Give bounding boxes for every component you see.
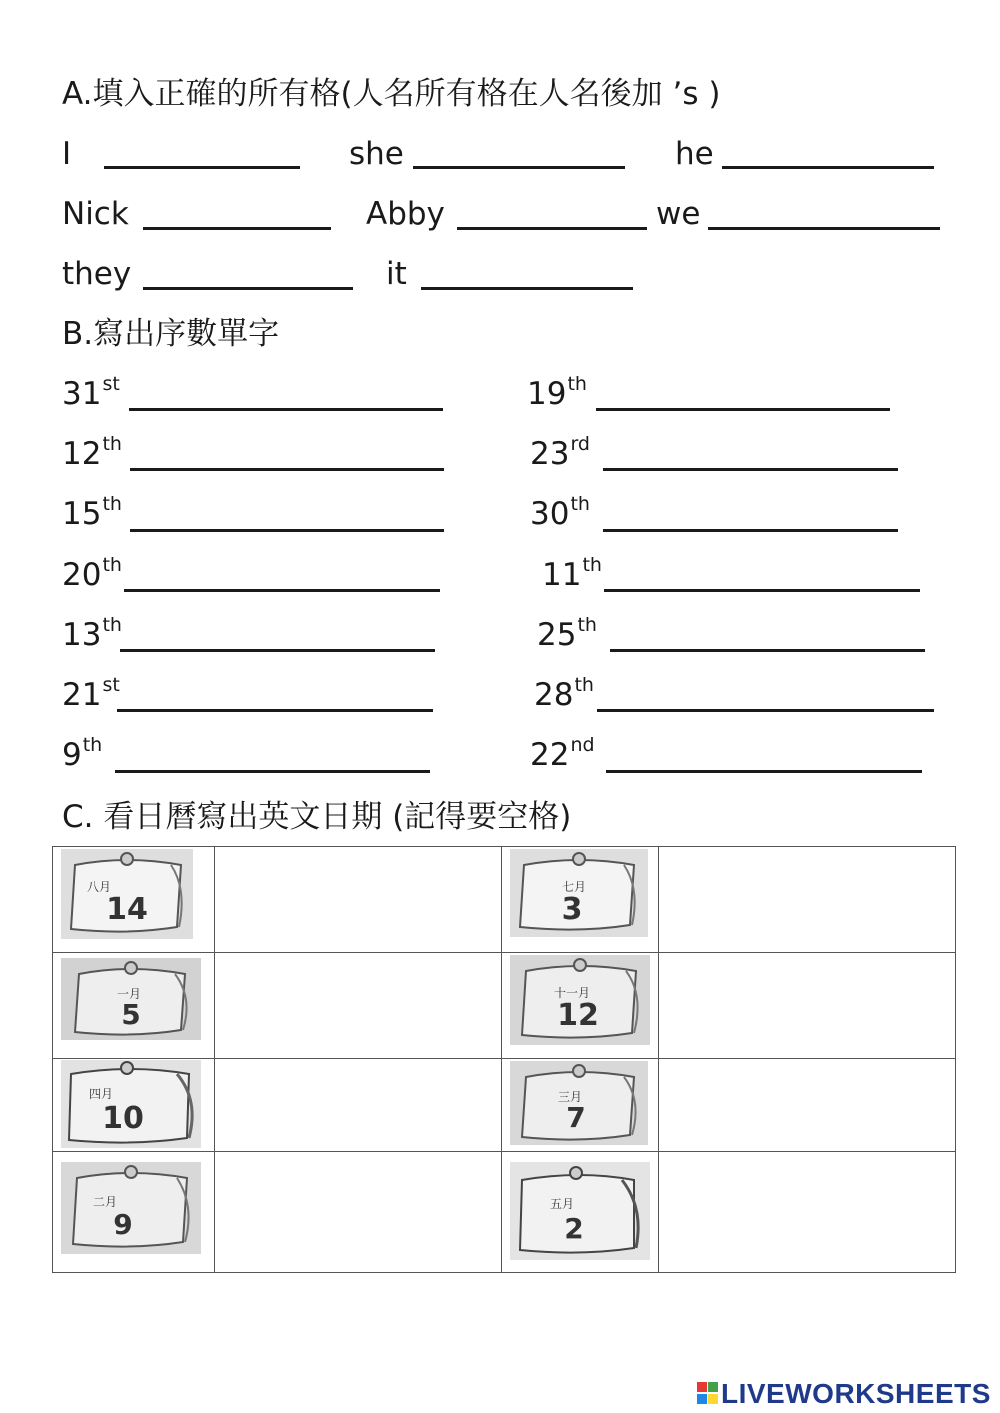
ordinal-11th: 11th — [542, 554, 602, 593]
calendar-month: 八月 — [87, 880, 112, 894]
date-answer-input[interactable] — [659, 847, 955, 873]
calendar-image — [61, 849, 193, 939]
answer-line-we[interactable] — [708, 227, 940, 230]
calendar-month: 一月 — [117, 987, 142, 1001]
answer-line-she[interactable] — [413, 166, 625, 169]
ordinal-25th: 25th — [537, 614, 597, 653]
answer-cell[interactable] — [659, 847, 956, 953]
answer-line-23rd[interactable] — [603, 468, 898, 471]
calendar-image — [510, 955, 650, 1045]
answer-line-15th[interactable] — [130, 529, 444, 532]
calendar-image — [61, 1060, 201, 1148]
answer-line-abby[interactable] — [457, 227, 647, 230]
calendar-cell — [53, 953, 215, 1059]
answer-cell[interactable] — [215, 1059, 502, 1152]
ordinal-21st: 21st — [62, 674, 120, 713]
answer-line-9th[interactable] — [115, 770, 430, 773]
section-a-heading: A.填入正確的所有格(人名所有格在人名後加 ’s ) — [62, 76, 721, 112]
calendar-table — [52, 846, 956, 1273]
calendar-day: 12 — [557, 998, 599, 1033]
answer-cell[interactable] — [215, 847, 502, 953]
date-answer-input[interactable] — [659, 1152, 955, 1178]
word-we: we — [656, 196, 701, 232]
calendar-month: 二月 — [93, 1195, 118, 1209]
ordinal-23rd: 23rd — [530, 433, 590, 472]
calendar-day: 14 — [106, 892, 148, 927]
answer-cell[interactable] — [215, 953, 502, 1059]
word-i: I — [62, 136, 72, 172]
calendar-image — [510, 849, 648, 937]
ordinal-28th: 28th — [534, 674, 594, 713]
calendar-cell — [53, 1152, 215, 1273]
answer-line-13th[interactable] — [120, 649, 435, 652]
calendar-day: 9 — [113, 1208, 133, 1241]
date-answer-input[interactable] — [215, 953, 501, 979]
answer-line-he[interactable] — [722, 166, 934, 169]
date-answer-input[interactable] — [659, 953, 955, 979]
ordinal-22nd: 22nd — [530, 734, 595, 773]
answer-line-21st[interactable] — [117, 709, 433, 712]
ordinal-13th: 13th — [62, 614, 122, 653]
answer-line-31st[interactable] — [129, 408, 443, 411]
calendar-day: 5 — [121, 998, 141, 1031]
answer-line-they[interactable] — [143, 287, 353, 290]
ordinal-20th: 20th — [62, 554, 122, 593]
calendar-image — [61, 958, 201, 1040]
answer-cell[interactable] — [659, 1059, 956, 1152]
date-answer-input[interactable] — [215, 1059, 501, 1085]
section-c-heading: C. 看日曆寫出英文日期 (記得要空格) — [62, 799, 572, 835]
answer-line-it[interactable] — [421, 287, 633, 290]
calendar-day: 7 — [566, 1101, 586, 1134]
answer-line-28th[interactable] — [597, 709, 934, 712]
answer-cell[interactable] — [659, 1152, 956, 1273]
ordinal-19th: 19th — [527, 373, 587, 412]
word-she: she — [349, 136, 404, 172]
answer-line-20th[interactable] — [124, 589, 440, 592]
word-it: it — [386, 256, 407, 292]
calendar-cell — [53, 847, 215, 953]
word-he: he — [675, 136, 714, 172]
ordinal-30th: 30th — [530, 493, 590, 532]
ordinal-12th: 12th — [62, 433, 122, 472]
ordinal-9th: 9th — [62, 734, 103, 773]
answer-line-30th[interactable] — [603, 529, 898, 532]
ordinal-15th: 15th — [62, 493, 122, 532]
answer-line-11th[interactable] — [604, 589, 920, 592]
word-they: they — [62, 256, 132, 292]
calendar-cell — [53, 1059, 215, 1152]
calendar-month: 七月 — [562, 880, 587, 894]
calendar-image — [510, 1162, 650, 1260]
calendar-month: 三月 — [558, 1090, 583, 1104]
answer-line-nick[interactable] — [143, 227, 331, 230]
answer-line-i[interactable] — [104, 166, 300, 169]
date-answer-input[interactable] — [659, 1059, 955, 1085]
calendar-image — [61, 1162, 201, 1254]
ordinal-31st: 31st — [62, 373, 120, 412]
calendar-cell — [502, 953, 659, 1059]
liveworksheets-logo — [697, 1378, 991, 1410]
calendar-day: 10 — [102, 1101, 144, 1136]
liveworksheets-logo-text: LIVEWORKSHEETS — [721, 1378, 991, 1409]
calendar-month: 五月 — [550, 1197, 575, 1211]
calendar-day: 3 — [561, 892, 583, 927]
answer-cell[interactable] — [215, 1152, 502, 1273]
date-answer-input[interactable] — [215, 847, 501, 873]
calendar-day: 2 — [564, 1212, 584, 1245]
answer-line-19th[interactable] — [596, 408, 890, 411]
calendar-cell — [502, 1152, 659, 1273]
calendar-month: 十一月 — [554, 986, 591, 1000]
word-abby: Abby — [366, 196, 445, 232]
liveworksheets-logo-icon — [697, 1380, 719, 1406]
section-b-heading: B.寫出序數單字 — [62, 316, 280, 352]
word-nick: Nick — [62, 196, 129, 232]
calendar-month: 四月 — [89, 1087, 114, 1101]
calendar-cell — [502, 1059, 659, 1152]
answer-line-12th[interactable] — [130, 468, 444, 471]
answer-line-22nd[interactable] — [606, 770, 922, 773]
answer-cell[interactable] — [659, 953, 956, 1059]
answer-line-25th[interactable] — [610, 649, 925, 652]
calendar-image — [510, 1061, 648, 1145]
date-answer-input[interactable] — [215, 1152, 501, 1178]
calendar-cell — [502, 847, 659, 953]
